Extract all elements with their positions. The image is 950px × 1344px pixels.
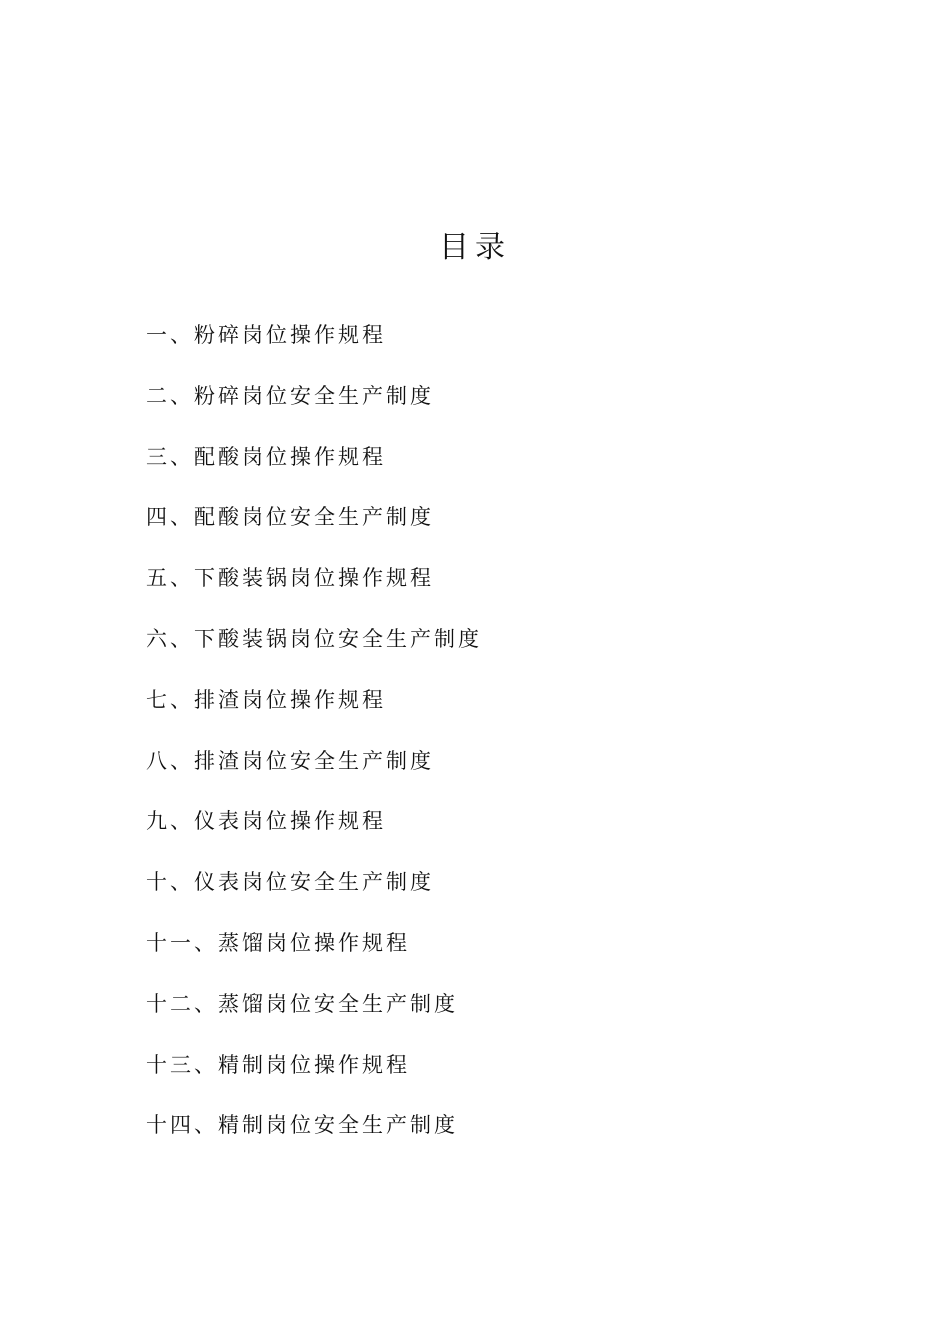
page-title: 目录 xyxy=(439,230,511,265)
toc-item: 五、下酸装锅岗位操作规程 xyxy=(146,566,434,591)
toc-item: 四、配酸岗位安全生产制度 xyxy=(146,505,434,530)
toc-item: 十一、蒸馏岗位操作规程 xyxy=(146,930,410,955)
toc-item: 十三、精制岗位操作规程 xyxy=(146,1052,410,1077)
toc-item: 九、仪表岗位操作规程 xyxy=(146,809,386,834)
toc-list xyxy=(146,316,482,1167)
toc-item: 十、仪表岗位安全生产制度 xyxy=(146,870,434,895)
toc-item: 十二、蒸馏岗位安全生产制度 xyxy=(146,991,458,1016)
toc-item: 七、排渣岗位操作规程 xyxy=(146,687,386,712)
toc-item: 二、粉碎岗位安全生产制度 xyxy=(146,383,434,408)
toc-item: 一、粉碎岗位操作规程 xyxy=(146,323,386,347)
toc-item: 八、排渣岗位安全生产制度 xyxy=(146,748,434,773)
toc-item: 三、配酸岗位操作规程 xyxy=(146,444,386,469)
toc-item: 十四、精制岗位安全生产制度 xyxy=(146,1113,458,1138)
toc-item: 六、下酸装锅岗位安全生产制度 xyxy=(146,626,482,651)
